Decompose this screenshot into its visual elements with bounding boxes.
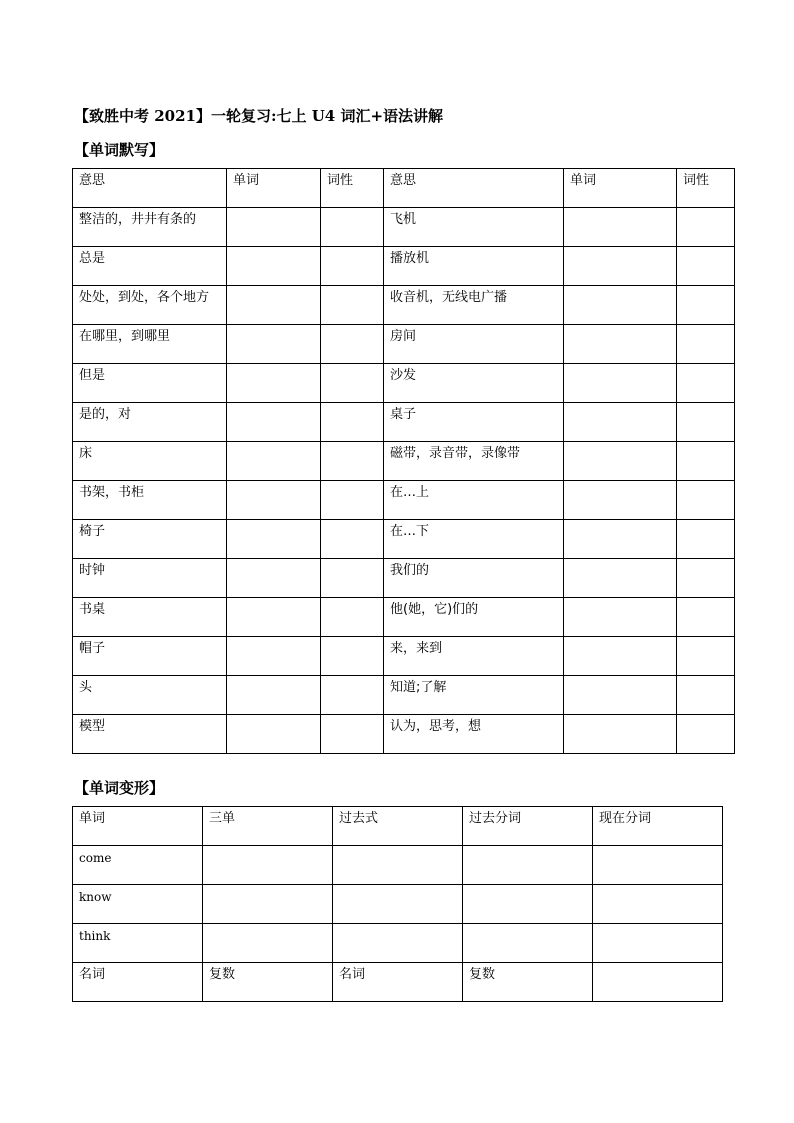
- word-answer-cell[interactable]: [227, 286, 321, 325]
- column-header: 意思: [384, 169, 564, 208]
- answer-cell[interactable]: [203, 885, 333, 924]
- meaning-cell: 在…下: [384, 520, 564, 559]
- pos-answer-cell[interactable]: [677, 676, 735, 715]
- word-answer-cell[interactable]: [227, 208, 321, 247]
- pos-answer-cell[interactable]: [677, 559, 735, 598]
- table-row: [73, 924, 723, 963]
- word-cell: think: [73, 924, 203, 963]
- word-answer-cell[interactable]: [227, 442, 321, 481]
- pos-answer-cell[interactable]: [321, 208, 384, 247]
- answer-cell[interactable]: [593, 846, 723, 885]
- word-forms-table: [72, 806, 723, 1002]
- meaning-cell: 收音机，无线电广播: [384, 286, 564, 325]
- pos-answer-cell[interactable]: [321, 520, 384, 559]
- word-answer-cell[interactable]: [227, 598, 321, 637]
- pos-answer-cell[interactable]: [321, 442, 384, 481]
- word-answer-cell[interactable]: [564, 403, 677, 442]
- pos-answer-cell[interactable]: [677, 442, 735, 481]
- label-cell: 名词: [333, 963, 463, 1002]
- meaning-cell: 模型: [73, 715, 227, 754]
- word-answer-cell[interactable]: [227, 481, 321, 520]
- meaning-cell: 书桌: [73, 598, 227, 637]
- word-answer-cell[interactable]: [564, 364, 677, 403]
- meaning-cell: 播放机: [384, 247, 564, 286]
- column-header: 单词: [564, 169, 677, 208]
- word-answer-cell[interactable]: [227, 559, 321, 598]
- meaning-cell: 整洁的，井井有条的: [73, 208, 227, 247]
- column-header: 词性: [677, 169, 735, 208]
- table-row: [73, 559, 735, 598]
- word-answer-cell[interactable]: [564, 286, 677, 325]
- pos-answer-cell[interactable]: [677, 325, 735, 364]
- table-header-row: [73, 807, 723, 846]
- meaning-cell: 床: [73, 442, 227, 481]
- word-answer-cell[interactable]: [227, 637, 321, 676]
- table-row: [73, 676, 735, 715]
- meaning-cell: 沙发: [384, 364, 564, 403]
- pos-answer-cell[interactable]: [677, 403, 735, 442]
- column-header: 词性: [321, 169, 384, 208]
- word-answer-cell[interactable]: [227, 520, 321, 559]
- answer-cell[interactable]: [333, 924, 463, 963]
- column-header: 过去分词: [463, 807, 593, 846]
- pos-answer-cell[interactable]: [677, 247, 735, 286]
- meaning-cell: 认为，思考，想: [384, 715, 564, 754]
- table-header-row: [73, 169, 735, 208]
- pos-answer-cell[interactable]: [677, 208, 735, 247]
- pos-answer-cell[interactable]: [321, 325, 384, 364]
- table-row: [73, 208, 735, 247]
- meaning-cell: 他(她，它)们的: [384, 598, 564, 637]
- answer-cell[interactable]: [463, 924, 593, 963]
- table-row: [73, 286, 735, 325]
- pos-answer-cell[interactable]: [321, 364, 384, 403]
- word-answer-cell[interactable]: [564, 208, 677, 247]
- pos-answer-cell[interactable]: [321, 715, 384, 754]
- word-answer-cell[interactable]: [564, 637, 677, 676]
- word-answer-cell[interactable]: [227, 247, 321, 286]
- word-cell: know: [73, 885, 203, 924]
- word-answer-cell[interactable]: [564, 325, 677, 364]
- table-row: [73, 963, 723, 1002]
- meaning-cell: 知道;了解: [384, 676, 564, 715]
- meaning-cell: 桌子: [384, 403, 564, 442]
- table-row: [73, 481, 735, 520]
- word-answer-cell[interactable]: [564, 520, 677, 559]
- column-header: 意思: [73, 169, 227, 208]
- pos-answer-cell[interactable]: [321, 481, 384, 520]
- dictation-table: [72, 168, 735, 754]
- table-row: [73, 885, 723, 924]
- pos-answer-cell[interactable]: [321, 598, 384, 637]
- section-heading-dictation: 【单词默写】: [74, 141, 165, 159]
- meaning-cell: 磁带，录音带，录像带: [384, 442, 564, 481]
- table-row: [73, 325, 735, 364]
- word-answer-cell[interactable]: [564, 481, 677, 520]
- label-cell: 复数: [463, 963, 593, 1002]
- meaning-cell: 总是: [73, 247, 227, 286]
- answer-cell[interactable]: [333, 885, 463, 924]
- pos-answer-cell[interactable]: [677, 364, 735, 403]
- label-cell: 复数: [203, 963, 333, 1002]
- pos-answer-cell[interactable]: [677, 598, 735, 637]
- meaning-cell: 头: [73, 676, 227, 715]
- word-answer-cell[interactable]: [564, 559, 677, 598]
- meaning-cell: 飞机: [384, 208, 564, 247]
- word-cell: 名词: [73, 963, 203, 1002]
- meaning-cell: 椅子: [73, 520, 227, 559]
- document-title: 【致胜中考 2021】一轮复习:七上 U4 词汇+语法讲解: [74, 107, 444, 125]
- section-heading-forms: 【单词变形】: [74, 779, 165, 797]
- word-answer-cell[interactable]: [227, 403, 321, 442]
- table-row: [73, 403, 735, 442]
- word-answer-cell[interactable]: [564, 715, 677, 754]
- answer-cell[interactable]: [593, 924, 723, 963]
- table-row: [73, 637, 735, 676]
- pos-answer-cell[interactable]: [321, 286, 384, 325]
- pos-answer-cell[interactable]: [321, 559, 384, 598]
- meaning-cell: 时钟: [73, 559, 227, 598]
- column-header: 单词: [73, 807, 203, 846]
- pos-answer-cell[interactable]: [321, 403, 384, 442]
- meaning-cell: 书架，书柜: [73, 481, 227, 520]
- pos-answer-cell[interactable]: [677, 637, 735, 676]
- pos-answer-cell[interactable]: [321, 247, 384, 286]
- table-row: [73, 364, 735, 403]
- meaning-cell: 是的，对: [73, 403, 227, 442]
- answer-cell[interactable]: [203, 846, 333, 885]
- answer-cell[interactable]: [333, 846, 463, 885]
- meaning-cell: 房间: [384, 325, 564, 364]
- table-row: [73, 520, 735, 559]
- pos-answer-cell[interactable]: [677, 481, 735, 520]
- word-answer-cell[interactable]: [227, 715, 321, 754]
- pos-answer-cell[interactable]: [321, 676, 384, 715]
- answer-cell[interactable]: [463, 846, 593, 885]
- pos-answer-cell[interactable]: [321, 637, 384, 676]
- word-cell: come: [73, 846, 203, 885]
- word-answer-cell[interactable]: [227, 364, 321, 403]
- meaning-cell: 但是: [73, 364, 227, 403]
- table-row: [73, 846, 723, 885]
- meaning-cell: 来，来到: [384, 637, 564, 676]
- meaning-cell: 帽子: [73, 637, 227, 676]
- meaning-cell: 处处，到处，各个地方: [73, 286, 227, 325]
- answer-cell[interactable]: [203, 924, 333, 963]
- word-answer-cell[interactable]: [564, 598, 677, 637]
- word-answer-cell[interactable]: [564, 442, 677, 481]
- word-answer-cell[interactable]: [564, 247, 677, 286]
- pos-answer-cell[interactable]: [677, 715, 735, 754]
- meaning-cell: 在…上: [384, 481, 564, 520]
- table-row: [73, 598, 735, 637]
- answer-cell[interactable]: [593, 963, 723, 1002]
- pos-answer-cell[interactable]: [677, 520, 735, 559]
- word-answer-cell[interactable]: [227, 676, 321, 715]
- column-header: 三单: [203, 807, 333, 846]
- column-header: 单词: [227, 169, 321, 208]
- table-row: [73, 442, 735, 481]
- meaning-cell: 我们的: [384, 559, 564, 598]
- table-row: [73, 715, 735, 754]
- word-answer-cell[interactable]: [564, 676, 677, 715]
- word-answer-cell[interactable]: [227, 325, 321, 364]
- column-header: 现在分词: [593, 807, 723, 846]
- answer-cell[interactable]: [593, 885, 723, 924]
- meaning-cell: 在哪里，到哪里: [73, 325, 227, 364]
- answer-cell[interactable]: [463, 885, 593, 924]
- table-row: [73, 247, 735, 286]
- pos-answer-cell[interactable]: [677, 286, 735, 325]
- column-header: 过去式: [333, 807, 463, 846]
